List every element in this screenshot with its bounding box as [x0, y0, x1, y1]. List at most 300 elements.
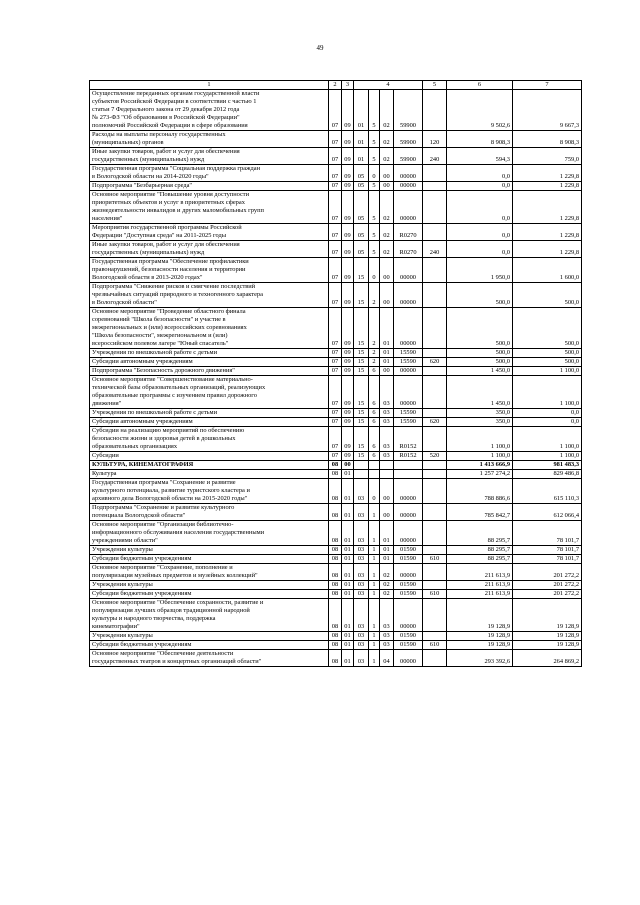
code-expense-type [423, 182, 447, 191]
header-cell: 1 [90, 81, 329, 90]
code-subsection: 09 [342, 131, 354, 148]
code-direction: 15590 [394, 409, 423, 418]
code-subsection: 09 [342, 182, 354, 191]
amount-year-2: 1 229,8 [513, 241, 582, 258]
code-subsection: 09 [342, 349, 354, 358]
amount-year-1: 88 295,7 [447, 546, 513, 555]
code-activity: 01 [380, 546, 394, 555]
table-row [90, 409, 582, 418]
amount-year-1: 0,0 [447, 241, 513, 258]
amount-year-2: 612 066,4 [513, 504, 582, 521]
row-description: Основное мероприятие "Обеспечение сохранности, развитие и популяризация лучших образцов традиционной народной культуры и народного творчества, поддержка кинематографии" [90, 599, 329, 632]
code-expense-type [423, 504, 447, 521]
code-subsection: 09 [342, 90, 354, 131]
code-subsection: 01 [342, 555, 354, 564]
amount-year-2: 1 100,0 [513, 367, 582, 376]
code-activity: 02 [380, 191, 394, 224]
amount-year-1: 1 450,0 [447, 376, 513, 409]
code-activity: 03 [380, 409, 394, 418]
code-subsection: 01 [342, 590, 354, 599]
table-row [90, 283, 582, 308]
row-description: Основное мероприятие "Организация библиотечно- информационного обслуживания населения государственными учреждениями области" [90, 521, 329, 546]
table-row [90, 521, 582, 546]
code-subprogram: 5 [369, 90, 380, 131]
code-subprogram: 0 [369, 165, 380, 182]
code-program [354, 461, 369, 470]
code-direction: 01590 [394, 546, 423, 555]
code-subprogram: 6 [369, 409, 380, 418]
code-activity: 02 [380, 90, 394, 131]
code-program: 01 [354, 90, 369, 131]
code-section: 07 [329, 131, 342, 148]
amount-year-2: 1 100,0 [513, 376, 582, 409]
amount-year-1: 0,0 [447, 165, 513, 182]
amount-year-2: 8 908,3 [513, 131, 582, 148]
table-row [90, 564, 582, 581]
code-subprogram: 1 [369, 521, 380, 546]
code-subprogram: 6 [369, 452, 380, 461]
code-activity: 01 [380, 521, 394, 546]
amount-year-1: 594,3 [447, 148, 513, 165]
code-activity [380, 470, 394, 479]
code-expense-type [423, 409, 447, 418]
code-expense-type [423, 427, 447, 452]
header-cell: 4 [354, 81, 423, 90]
code-section: 08 [329, 504, 342, 521]
code-program: 15 [354, 452, 369, 461]
table-row [90, 470, 582, 479]
code-section: 07 [329, 376, 342, 409]
amount-year-1: 211 613,9 [447, 564, 513, 581]
code-activity: 02 [380, 131, 394, 148]
code-section: 07 [329, 418, 342, 427]
code-subprogram: 1 [369, 590, 380, 599]
code-program: 03 [354, 555, 369, 564]
code-expense-type: 610 [423, 641, 447, 650]
amount-year-2: 0,0 [513, 409, 582, 418]
table-row [90, 461, 582, 470]
row-description: Субсидии бюджетным учреждениям [90, 641, 329, 650]
amount-year-1: 1 257 274,2 [447, 470, 513, 479]
code-direction: 15590 [394, 418, 423, 427]
code-direction: 00000 [394, 650, 423, 667]
code-subprogram: 6 [369, 367, 380, 376]
code-section: 07 [329, 258, 342, 283]
code-section: 07 [329, 349, 342, 358]
table-row [90, 427, 582, 452]
code-subsection: 09 [342, 241, 354, 258]
amount-year-2: 1 229,8 [513, 191, 582, 224]
code-subprogram: 1 [369, 650, 380, 667]
amount-year-1: 500,0 [447, 283, 513, 308]
row-description: Основное мероприятие "Сохранение, пополнение и популяризация музейных предметов и музейных коллекций" [90, 564, 329, 581]
row-description: Осуществление переданных органам государственной власти субъектов Российской Федерации в соответствии с частью 1 статьи 7 Федерального закона от 29 декабря 2012 года № 273-ФЗ "Об образовании в Российской Федерации" полномочий Российской Федерации в сфере образования [90, 90, 329, 131]
code-program: 03 [354, 650, 369, 667]
code-section: 07 [329, 367, 342, 376]
code-subprogram: 2 [369, 358, 380, 367]
code-section: 07 [329, 224, 342, 241]
code-subprogram: 1 [369, 632, 380, 641]
code-program: 15 [354, 409, 369, 418]
code-section: 08 [329, 641, 342, 650]
code-program: 03 [354, 581, 369, 590]
table-row [90, 258, 582, 283]
table-row [90, 452, 582, 461]
code-subprogram [369, 461, 380, 470]
code-subprogram: 1 [369, 546, 380, 555]
amount-year-1: 0,0 [447, 182, 513, 191]
code-program: 03 [354, 504, 369, 521]
code-section: 07 [329, 148, 342, 165]
code-program: 03 [354, 590, 369, 599]
amount-year-1: 0,0 [447, 224, 513, 241]
amount-year-2: 0,0 [513, 418, 582, 427]
amount-year-1: 350,0 [447, 418, 513, 427]
code-direction: 00000 [394, 599, 423, 632]
code-program: 03 [354, 479, 369, 504]
code-program: 05 [354, 191, 369, 224]
code-program [354, 470, 369, 479]
code-direction: 00000 [394, 182, 423, 191]
page-number: 49 [316, 44, 324, 52]
code-direction: 00000 [394, 564, 423, 581]
code-direction: 59900 [394, 148, 423, 165]
code-subsection: 09 [342, 427, 354, 452]
code-subprogram: 5 [369, 182, 380, 191]
code-activity: 03 [380, 599, 394, 632]
table-row [90, 504, 582, 521]
budget-table [89, 80, 582, 667]
code-direction: 00000 [394, 479, 423, 504]
code-program: 03 [354, 521, 369, 546]
code-activity: 03 [380, 418, 394, 427]
code-section: 07 [329, 358, 342, 367]
row-description: Субсидии автономным учреждениям [90, 358, 329, 367]
amount-year-2: 1 600,0 [513, 258, 582, 283]
row-description: Основное мероприятие "Повышение уровня доступности приоритетных объектов и услуг в приоритетных сферах жизнедеятельности инвалидов и других маломобильных групп населения" [90, 191, 329, 224]
code-subsection: 00 [342, 461, 354, 470]
code-expense-type [423, 479, 447, 504]
amount-year-1: 19 128,9 [447, 632, 513, 641]
row-description: Государственная программа "Сохранение и развитие культурного потенциала, развитие туристского кластера и архивного дела Вологодской области на 2015-2020 годы" [90, 479, 329, 504]
code-subprogram: 1 [369, 555, 380, 564]
code-direction: 00000 [394, 191, 423, 224]
row-description: Учреждения культуры [90, 632, 329, 641]
code-subprogram: 5 [369, 131, 380, 148]
table-row [90, 131, 582, 148]
amount-year-1: 211 613,9 [447, 581, 513, 590]
code-section: 07 [329, 427, 342, 452]
amount-year-2: 829 486,8 [513, 470, 582, 479]
code-expense-type [423, 521, 447, 546]
code-activity: 02 [380, 564, 394, 581]
code-expense-type [423, 224, 447, 241]
row-description: Субсидии бюджетным учреждениям [90, 555, 329, 564]
table-row [90, 165, 582, 182]
code-direction: R0270 [394, 241, 423, 258]
amount-year-2: 78 101,7 [513, 521, 582, 546]
code-expense-type: 240 [423, 148, 447, 165]
amount-year-2: 78 101,7 [513, 555, 582, 564]
table-row [90, 376, 582, 409]
amount-year-1: 293 392,6 [447, 650, 513, 667]
row-description: Мероприятия государственной программы Российской Федерации "Доступная среда" на 2011-2025 годы [90, 224, 329, 241]
code-expense-type [423, 581, 447, 590]
code-subsection: 09 [342, 367, 354, 376]
code-activity: 03 [380, 452, 394, 461]
amount-year-2: 1 100,0 [513, 427, 582, 452]
amount-year-1: 1 950,0 [447, 258, 513, 283]
code-direction: 00000 [394, 376, 423, 409]
code-subprogram [369, 470, 380, 479]
amount-year-2: 1 100,0 [513, 452, 582, 461]
table-header-row [90, 81, 582, 90]
row-description: Основное мероприятие "Совершенствование материально- технической базы образовательных организаций, реализующих образовательные программы с изучением правил дорожного движения" [90, 376, 329, 409]
code-activity: 02 [380, 148, 394, 165]
code-direction: 01590 [394, 555, 423, 564]
row-description: Подпрограмма "Безбарьерная среда" [90, 182, 329, 191]
code-program: 01 [354, 148, 369, 165]
code-expense-type: 620 [423, 418, 447, 427]
code-activity: 02 [380, 224, 394, 241]
header-cell: 2 [329, 81, 342, 90]
header-cell: 5 [423, 81, 447, 90]
code-section: 07 [329, 452, 342, 461]
code-subsection: 01 [342, 581, 354, 590]
code-direction: 59900 [394, 90, 423, 131]
amount-year-2: 201 272,2 [513, 590, 582, 599]
code-direction [394, 461, 423, 470]
code-expense-type: 610 [423, 555, 447, 564]
code-activity: 03 [380, 427, 394, 452]
code-activity: 04 [380, 650, 394, 667]
code-section: 08 [329, 599, 342, 632]
amount-year-1: 211 613,9 [447, 590, 513, 599]
code-program: 15 [354, 376, 369, 409]
code-section: 07 [329, 409, 342, 418]
row-description: Учреждения культуры [90, 546, 329, 555]
code-subsection: 09 [342, 418, 354, 427]
amount-year-2: 19 128,9 [513, 641, 582, 650]
amount-year-2: 500,0 [513, 283, 582, 308]
code-section: 08 [329, 632, 342, 641]
code-subprogram: 1 [369, 581, 380, 590]
code-activity: 01 [380, 555, 394, 564]
code-expense-type [423, 461, 447, 470]
row-description: Субсидии на реализацию мероприятий по обеспечению безопасности жизни и здоровья детей в дошкольных образовательных организациях [90, 427, 329, 452]
code-subsection: 01 [342, 650, 354, 667]
amount-year-1: 0,0 [447, 191, 513, 224]
code-expense-type [423, 191, 447, 224]
code-subprogram: 5 [369, 191, 380, 224]
row-description: Учреждения по внешкольной работе с детьми [90, 349, 329, 358]
code-program: 15 [354, 283, 369, 308]
code-direction: 00000 [394, 165, 423, 182]
code-section: 07 [329, 165, 342, 182]
amount-year-2: 500,0 [513, 358, 582, 367]
code-program: 15 [354, 308, 369, 349]
code-subsection: 09 [342, 376, 354, 409]
code-subprogram: 1 [369, 564, 380, 581]
amount-year-1: 1 450,0 [447, 367, 513, 376]
code-activity: 01 [380, 349, 394, 358]
header-cell: 6 [447, 81, 513, 90]
code-activity: 00 [380, 367, 394, 376]
code-activity [380, 461, 394, 470]
code-activity: 02 [380, 581, 394, 590]
table-row [90, 632, 582, 641]
table-row [90, 479, 582, 504]
code-direction: 00000 [394, 504, 423, 521]
code-direction: 01590 [394, 632, 423, 641]
code-program: 15 [354, 367, 369, 376]
code-subsection: 09 [342, 148, 354, 165]
code-expense-type [423, 632, 447, 641]
amount-year-1: 88 295,7 [447, 521, 513, 546]
code-subprogram: 2 [369, 308, 380, 349]
code-program: 15 [354, 258, 369, 283]
code-section: 07 [329, 283, 342, 308]
table-row [90, 367, 582, 376]
code-subsection: 01 [342, 521, 354, 546]
code-section: 08 [329, 521, 342, 546]
code-section: 08 [329, 590, 342, 599]
amount-year-2: 759,0 [513, 148, 582, 165]
code-subprogram: 6 [369, 427, 380, 452]
code-activity: 00 [380, 165, 394, 182]
code-subsection: 09 [342, 224, 354, 241]
code-direction: 59900 [394, 131, 423, 148]
row-description: КУЛЬТУРА, КИНЕМАТОГРАФИЯ [90, 461, 329, 470]
table-row [90, 358, 582, 367]
code-expense-type [423, 367, 447, 376]
code-expense-type [423, 546, 447, 555]
code-activity: 02 [380, 590, 394, 599]
code-section: 08 [329, 546, 342, 555]
code-program: 01 [354, 131, 369, 148]
header-cell: 3 [342, 81, 354, 90]
code-expense-type [423, 283, 447, 308]
code-direction: R0270 [394, 224, 423, 241]
amount-year-1: 1 100,0 [447, 452, 513, 461]
amount-year-1: 500,0 [447, 308, 513, 349]
code-expense-type [423, 599, 447, 632]
code-direction: 00000 [394, 283, 423, 308]
code-program: 05 [354, 165, 369, 182]
row-description: Подпрограмма "Сохранение и развитие культурного потенциала Вологодской области" [90, 504, 329, 521]
code-program: 03 [354, 632, 369, 641]
code-program: 05 [354, 241, 369, 258]
code-subprogram: 5 [369, 241, 380, 258]
code-subprogram: 0 [369, 479, 380, 504]
code-subprogram: 2 [369, 283, 380, 308]
code-direction: R0152 [394, 452, 423, 461]
code-direction: 15590 [394, 349, 423, 358]
code-direction: 00000 [394, 521, 423, 546]
code-section: 08 [329, 461, 342, 470]
amount-year-1: 19 128,9 [447, 641, 513, 650]
code-expense-type [423, 349, 447, 358]
row-description: Иные закупки товаров, работ и услуг для обеспечения государственных (муниципальных) нужд [90, 241, 329, 258]
table-row [90, 90, 582, 131]
amount-year-2: 201 272,2 [513, 564, 582, 581]
amount-year-1: 350,0 [447, 409, 513, 418]
code-program: 15 [354, 418, 369, 427]
amount-year-2: 1 229,8 [513, 182, 582, 191]
amount-year-2: 19 128,9 [513, 599, 582, 632]
code-subsection: 09 [342, 165, 354, 182]
row-description: Субсидии бюджетным учреждениям [90, 590, 329, 599]
code-program: 05 [354, 182, 369, 191]
amount-year-1: 785 842,7 [447, 504, 513, 521]
code-section: 07 [329, 90, 342, 131]
amount-year-1: 19 128,9 [447, 599, 513, 632]
row-description: Расходы на выплаты персоналу государственных (муниципальных) органов [90, 131, 329, 148]
code-direction: 01590 [394, 641, 423, 650]
code-direction: 00000 [394, 258, 423, 283]
amount-year-2: 78 101,7 [513, 546, 582, 555]
code-program: 05 [354, 224, 369, 241]
amount-year-2: 264 869,2 [513, 650, 582, 667]
amount-year-2: 1 229,8 [513, 165, 582, 182]
row-description: Подпрограмма "Снижение рисков и смягчение последствий чрезвычайных ситуаций природного и техногенного характера в Вологодской области" [90, 283, 329, 308]
code-subsection: 01 [342, 599, 354, 632]
code-expense-type [423, 258, 447, 283]
code-subsection: 01 [342, 641, 354, 650]
row-description: Субсидии [90, 452, 329, 461]
table-row [90, 191, 582, 224]
code-section: 08 [329, 470, 342, 479]
code-direction: 00000 [394, 308, 423, 349]
row-description: Учреждения культуры [90, 581, 329, 590]
table-row [90, 308, 582, 349]
code-subprogram: 5 [369, 224, 380, 241]
code-section: 07 [329, 182, 342, 191]
code-subsection: 09 [342, 409, 354, 418]
code-program: 15 [354, 349, 369, 358]
amount-year-2: 500,0 [513, 308, 582, 349]
row-description: Иные закупки товаров, работ и услуг для обеспечения государственных (муниципальных) нужд [90, 148, 329, 165]
code-section: 08 [329, 564, 342, 581]
amount-year-1: 8 908,3 [447, 131, 513, 148]
code-activity: 00 [380, 258, 394, 283]
row-description: Государственная программа "Обеспечение профилактики правонарушений, безопасности населения и территории Вологодской области в 2013-2020 годах" [90, 258, 329, 283]
code-expense-type [423, 90, 447, 131]
code-subprogram: 2 [369, 349, 380, 358]
code-subprogram: 0 [369, 258, 380, 283]
amount-year-2: 9 667,3 [513, 90, 582, 131]
table-row [90, 349, 582, 358]
code-section: 08 [329, 581, 342, 590]
row-description: Государственная программа "Социальная поддержка граждан в Вологодской области на 2014-2020 годы" [90, 165, 329, 182]
table-row [90, 546, 582, 555]
code-subsection: 09 [342, 258, 354, 283]
code-activity: 03 [380, 376, 394, 409]
code-expense-type: 620 [423, 358, 447, 367]
amount-year-1: 500,0 [447, 349, 513, 358]
code-program: 03 [354, 641, 369, 650]
row-description: Основное мероприятие "Обеспечение деятельности государственных театров и концертных организаций области" [90, 650, 329, 667]
code-subsection: 09 [342, 191, 354, 224]
amount-year-1: 88 295,7 [447, 555, 513, 564]
row-description: Учреждения по внешкольной работе с детьми [90, 409, 329, 418]
code-expense-type [423, 650, 447, 667]
code-subprogram: 6 [369, 376, 380, 409]
code-subprogram: 1 [369, 599, 380, 632]
code-expense-type [423, 564, 447, 581]
code-section: 08 [329, 479, 342, 504]
code-subsection: 01 [342, 504, 354, 521]
